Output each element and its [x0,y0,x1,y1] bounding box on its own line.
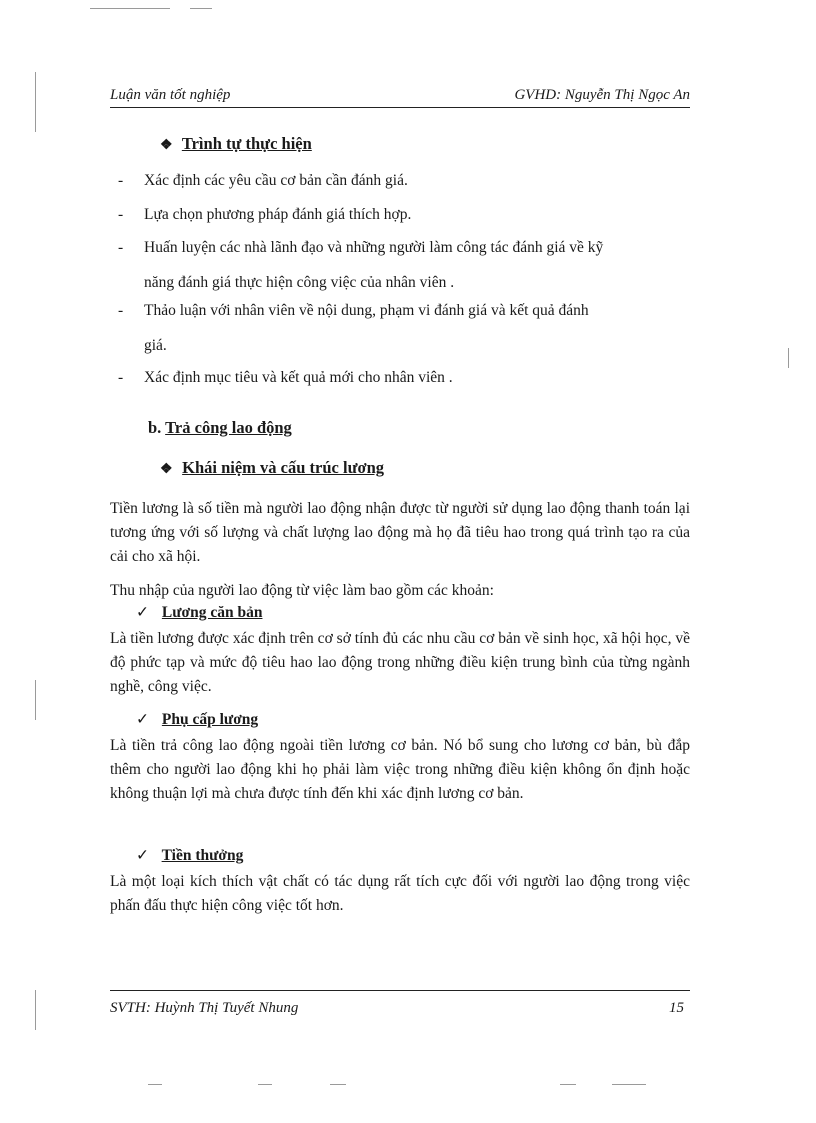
paragraph-base-salary: Là tiền lương được xác định trên cơ sở tính đủ các nhu cầu cơ bản về sinh học, xã hội học, về độ phức tạp và mức độ tiêu hao lao động trong những điều kiện trung bình của từng ngành nghề, công việc. [110,630,690,695]
subheading-allowance [136,710,258,729]
subheading-base-salary [136,603,262,622]
dash-bullet: - [118,206,124,223]
scan-artifact-right [788,348,789,368]
section-heading-compensation [148,418,292,438]
header-thesis-label: Luận văn tốt nghiệp [110,87,231,103]
list-item-continuation: năng đánh giá thực hiện công việc của nhân viên . [144,274,455,291]
list-item-text: Lựa chọn phương pháp đánh giá thích hợp. [144,206,412,223]
paragraph-allowance: Là tiền trả công lao động ngoài tiền lương cơ bản. Nó bổ sung cho lương cơ bản, bù đắp thêm cho người lao động khi họ phải làm việc trong những điều kiện không ổn định hoặc không thuận lợi mà chưa được tính đến khi xác định lương cơ bản. [110,737,690,802]
checkmark-icon: ✓ [136,711,149,728]
scan-artifact-bottom [330,1084,346,1085]
scan-artifact-top [90,8,170,9]
list-item-text: Xác định mục tiêu và kết quả mới cho nhân viên . [144,369,453,386]
scan-artifact-bottom [560,1084,576,1085]
subheading-title: Tiền thưởng [161,847,244,864]
subheading-bonus [136,846,243,865]
checkmark-icon: ✓ [136,604,149,621]
paragraph-income-lead: Thu nhập của người lao động từ việc làm bao gồm các khoản: [110,582,494,599]
scan-artifact-bottom [148,1084,162,1085]
list-item-text: Xác định các yêu cầu cơ bản cần đánh giá. [144,172,408,189]
scan-artifact-left [35,990,36,1030]
list-item-text: Thảo luận với nhân viên về nội dung, phạm vi đánh giá và kết quả đánh [144,302,589,319]
section-heading-salary-structure [160,458,384,478]
paragraph-bonus: Là một loại kích thích vật chất có tác dụng rất tích cực đối với người lao động trong việc phấn đấu thực hiện công việc tốt hơn. [110,873,690,914]
section-heading-procedure [160,134,312,154]
header-advisor: GVHD: Nguyễn Thị Ngọc An [514,87,690,103]
dash-bullet: - [118,369,124,386]
subheading-title: Lương căn bản [161,604,263,621]
page-footer [110,990,690,1020]
page-number: 15 [669,1000,684,1016]
diamond-bullet-icon: ❖ [160,462,173,477]
scan-artifact-left [35,72,36,132]
paragraph-salary-definition: Tiền lương là số tiền mà người lao động nhận được từ người sử dụng lao động thanh toán lại tương ứng với số lượng và chất lượng lao động mà họ đã tiêu hao trong quá trình tạo ra của cải cho xã hội. [110,500,690,565]
dash-bullet: - [118,239,124,256]
list-item-text: Huấn luyện các nhà lãnh đạo và những người làm công tác đánh giá về kỹ [144,239,604,256]
scan-artifact-left [35,680,36,720]
section-title: Khái niệm và cấu trúc lương [182,458,385,477]
checkmark-icon: ✓ [136,847,149,864]
dash-bullet: - [118,302,124,319]
scan-artifact-top [190,8,212,9]
page-header [110,87,690,108]
dash-bullet: - [118,172,124,189]
section-title: Trình tự thực hiện [181,134,312,153]
scan-artifact-bottom [612,1084,646,1085]
section-title: Trả công lao động [165,418,292,437]
diamond-bullet-icon: ❖ [160,138,173,153]
scan-artifact-bottom [258,1084,272,1085]
section-label: b. [148,418,162,437]
footer-student-name: SVTH: Huỳnh Thị Tuyết Nhung [110,1000,299,1016]
list-item-continuation: giá. [144,337,167,354]
subheading-title: Phụ cấp lương [161,711,259,728]
